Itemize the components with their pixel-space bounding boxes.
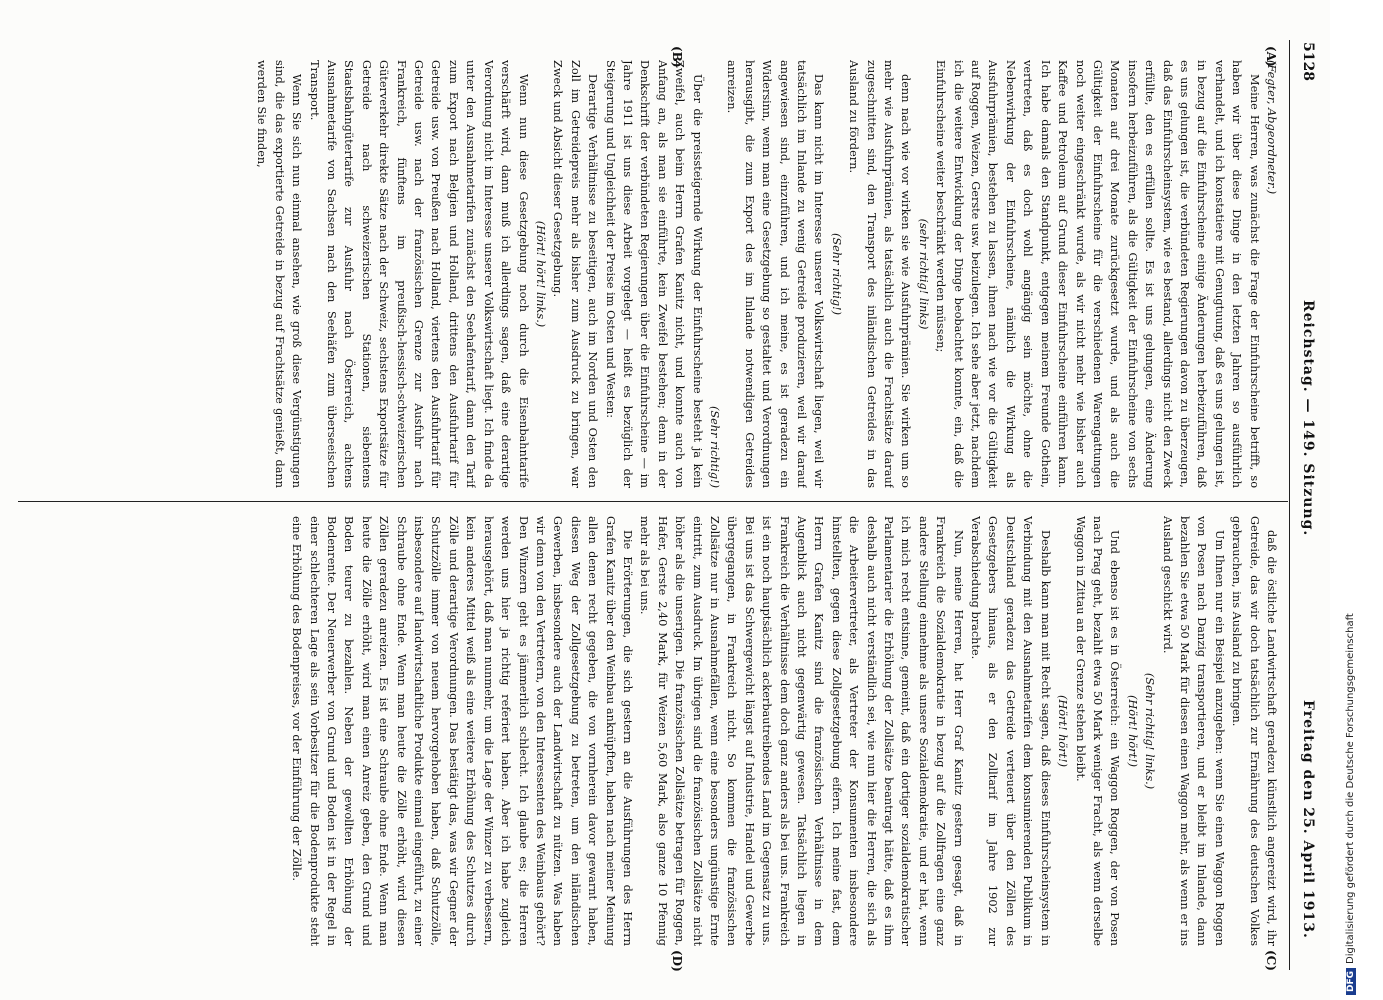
paragraph: Nun, meine Herren, hat Herr Graf Kanitz gestern gesagt, daß in Frankreich die Sozialdemokratie in bezug auf die Zollfragen eine ganz andere Stellung einnehme als unsere Sozialdemokratie, und er hat, wenn ich mich recht entsinne, gemeint, daß ein dortiger sozialdemokratischer Parlamentarier die Erhöhung der Zollsätze beantragt hätte, daß es ihm deshalb auch nicht verständlich sei, wie nun hier die Herren, die sich als die Arbeitervertreter, als Vertreter der Konsumenten insbesondere hinstellten, gegen diese Zollgesetzgebung eifern. Ich meine fast, dem Herrn Grafen Kanitz sind die französischen Verhältnisse in dem Augenblick auch nicht gegenwärtig gewesen. Tatsächlich liegen in Frankreich die Verhältnisse dem doch ganz anders als bei uns. Frankreich ist ein noch hauptsächlich ackerbautreibendes Land im Gegensatz zu uns. Bei uns ist das Schwergewicht längst auf Industrie, Handel und Gewerbe übergegangen, in Frankreich nicht. So kommen die französischen Zollsätze nur in Ausnahmefällen, wenn eine besonders ungünstige Ernte eintritt, zum Ausdruck. Im übrigen sind die französischen Zollsätze nicht höher als die unserigen. Die französischen Zollsätze betragen für Roggen, Hafer, Gerste 2,40 Mark, für Weizen 5,60 Mark, also ganze 10 Pfennig mehr als bei uns.	[638, 516, 965, 946]
funding-note	[1345, 0, 1365, 995]
margin-marker-d: (D)	[670, 950, 684, 972]
paragraph: Um Ihnen nur ein Beispiel anzugeben: wenn Sie einen Waggon Roggen von Posen nach Danzig transportieren, und er bleibt im Inlande, dann bezahlen Sie etwa 50 Mark für diesen einen Waggon mehr, als wenn er ins Ausland geschickt wird.	[1160, 516, 1226, 946]
interjection: (Sehr richtig! links.)	[1143, 672, 1157, 790]
header-date: Freitag den 25. April 1913.	[1300, 700, 1316, 939]
paragraph: Wenn nun diese Gesetzgebung noch durch die Eisenbahntarife verschärft wird, dann muß ich allerdings sagen, daß eine derartige Verordnung nicht im Interesse unserer Volkswirtschaft liegt. Ich finde da unter den Ausnahmetarifen zunächst den Seehafentarif, dann den Tarif zum Export nach Belgien und Holland, drittens den Ausfuhrtarif für Getreide usw. von Preußen nach Holland, viertens den Ausfuhrtarif für Getreide usw. nach der französischen Grenze zur Ausfuhr nach Frankreich, fünftens im preußisch-hessisch-schweizerischen Güterverkehr direkte Sätze nach der Schweiz, sechstens Exportsätze für Getreide nach schweizerischen Stationen, siebentens Staatsbahngütertarife zur Ausfuhr nach Österreich, achtens Ausnahmetarife von Sachsen nach den Seehäfen zum überseeischen Transport.	[307, 60, 530, 488]
margin-marker-c: (C)	[1264, 950, 1278, 971]
page-number: 5128	[1300, 42, 1316, 81]
margin-marker-a: (A)	[1264, 46, 1278, 67]
interjection: (Sehr richtig!)	[829, 232, 843, 316]
paragraph: Und ebenso ist es in Österreich: ein Waggon Roggen, der von Posen nach Prag geht, bezahlt etwa 50 Mark weniger Fracht, als wenn derselbe Waggon in Zittau an der Grenze stehen bleibt.	[1073, 516, 1122, 946]
speaker-label: (Fegter, Abgeordneter.)	[1265, 60, 1278, 195]
right-column	[18, 516, 1280, 946]
paragraph: Meine Herren, was zunächst die Frage der Einfuhrscheine betrifft, so haben wir über diese Dinge in den letzten Jahren so ausführlich verhandelt, und ich konstatiere mit Genugtuung, daß es uns gelungen ist, in bezug auf die Einfuhrscheine einige Änderungen herbeizuführen, daß es uns gelungen ist, die verbündeten Regierungen davon zu überzeugen, daß das Einfuhrscheinsystem, wie es bestand, allerdings nicht den Zweck erfüllte, den es erfüllen sollte. Es ist uns gelungen, eine Änderung insofern herbeizuführen, als die Gültigkeit der Einfuhrscheine von sechs Monaten auf drei Monate zurückgesetzt wurde, und als auch die Gültigkeit der Einfuhrscheine für die verschiedenen Warengattungen noch weiter eingeschränkt wurde, als wir nicht mehr wie bisher auch Kaffee und Petroleum auf Grund dieser Einfuhrscheine einführen kann. Ich habe damals den Standpunkt, entgegen meinem Freunde Gothein, vertreten, daß es doch wohl angängig sein möchte, ohne die Nebenwirkung der Einfuhrscheine, nämlich die Wirkung als Ausfuhrprämien, bestehen zu lassen, ihnen nach wie vor die Gültigkeit auf Roggen, Weizen, Gerste usw. beizulegen. Ich sehe aber jetzt, nachdem ich die weitere Entwicklung der Dinge beobachtet konnte, ein, daß die Einfuhrscheine weiter beschränkt werden müssen;	[934, 60, 1261, 488]
dfg-logo: DFG	[1346, 968, 1356, 995]
interjection: (Hört! hört!)	[1056, 694, 1070, 768]
interjection: (Hört! hört! links.)	[533, 220, 547, 328]
header-title: Reichstag. — 149. Sitzung.	[1300, 300, 1316, 537]
funding-text: Digitalisierung gefördert durch die Deutsche Forschungsgemeinschaft	[1345, 613, 1356, 964]
margin-marker-b: (B)	[670, 46, 684, 68]
interjection: (Sehr richtig!)	[708, 405, 721, 488]
paragraph: Derartige Verhältnisse zu beseitigen, auch im Norden und Osten den Zoll im Getreidepreis mehr als bisher zum Ausdruck zu bringen, war Zweck und Absicht dieser Gesetzgebung.	[551, 60, 600, 488]
paragraph: denn nach wie vor wirken sie wie Ausfuhrprämien. Sie wirken um so mehr wie Ausfuhrprämien, als tatsächlich auch die Frachtsätze darauf zugeschnitten sind, den Transport des inländischen Getreides in das Ausland zu fördern.	[847, 60, 913, 488]
left-column	[18, 60, 1280, 488]
paragraph: daß die östliche Landwirtschaft geradezu künstlich angereizt wird, ihr Getreide, das wir doch tatsächlich zur Ernährung des deutschen Volkes gebrauchen, ins Ausland zu bringen.	[1230, 516, 1278, 946]
paragraph: Wenn Sie sich nun einmal ansehen, wie groß diese Vergünstigungen sind, die das exportierte Getreide in bezug auf Frachtsätze genießt, dann werden Sie finden,	[255, 60, 304, 488]
paragraph: Die Erörterungen, die sich gestern an die Ausführungen des Herrn Grafen Kanitz über den Weinbau anknüpften, haben nach meiner Meinung allen denen recht gegeben, die von vornherein davor gewarnt haben, diesen Weg der Zollgesetzgebung zu betreten, um den inländischen Gewerben, insbesondere auch der Landwirtschaft zu nützen. Was haben wir denn von den Vertretern, von den Interessenten des Weinbaus gehört? Den Winzern geht es jämmerlich schlecht. Ich glaube es; die Herren werden uns hier ja richtig referiert haben. Aber ich habe zugleich herausgehört, daß man nunmehr, um die Lage der Winzer zu verbessern, kein anderes Mittel weiß als eine weitere Erhöhung des Schutzes durch Zölle und derartige Verordnungen. Das bestätigt das, was wir Gegner der Schutzzölle immer von neuem hervorgehoben haben, daß Schutzzölle, insbesondere auf landwirtschaftliche Produkte einmal eingeführt, zu einer Schraube ohne Ende. Wenn man heute die Zölle erhöht, wird diesen Zöllen geradezu anreizen. Es ist eine Schraube ohne Ende. Wenn man heute die Zölle erhöht, wird man einen Anreiz geben, den Grund und Boden teurer zu bezahlen. Neben der gewollten Erhöhung der Bodenrente. Der Neuerwerber von Grund und Boden ist in der Regel in einer schlechteren Lage als sein Vorbesitzer für die Bodenprodukte steht eine Erhöhung des Bodenpreises, vor der Einführung der Zölle.	[290, 516, 634, 946]
header-rule	[1289, 40, 1290, 970]
page-header	[1290, 0, 1316, 1000]
interjection: (sehr richtig! links)	[916, 218, 930, 330]
paragraph: Über die preissteigernde Wirkung der Einfuhrscheine besteht ja kein Zweifel, auch beim Herrn Grafen Kanitz nicht, und konnte auch von Anfang an, als man sie einführte, kein Zweifel bestehen; denn in der Denkschrift der verbündeten Regierungen über die Einfuhrscheine — im Jahre 1911 ist uns diese Arbeit vorgelegt — heißt es bezüglich der Steigerung und Ungleichheit der Preise im Osten und Westen:	[603, 60, 704, 488]
column-divider	[18, 501, 1288, 502]
paragraph: Deshalb kann man mit Recht sagen, daß dieses Einfuhrscheinsystem in Verbindung mit den Ausnahmetarifen dem konsumierenden Publikum in Deutschland geradezu das Getreide verteuert über den Zöllen des Gesetzgebers hinaus, als er den Zolltarif im Jahre 1902 zur Verabschiedung brachte.	[969, 516, 1052, 946]
paragraph: Das kann nicht im Interesse unserer Volkswirtschaft liegen, weil wir tatsächlich im Inlande zu wenig Getreide produzieren, weil wir darauf angewiesen sind, einzuführen, und ich meine, es ist geradezu ein Widersinn, wenn man eine Gesetzgebung so gestaltet und Verordnungen herausgibt, die zum Export des im Inlande notwendigen Getreides anreizen.	[725, 60, 826, 488]
interjection: (Hört! hört!)	[1125, 694, 1139, 768]
